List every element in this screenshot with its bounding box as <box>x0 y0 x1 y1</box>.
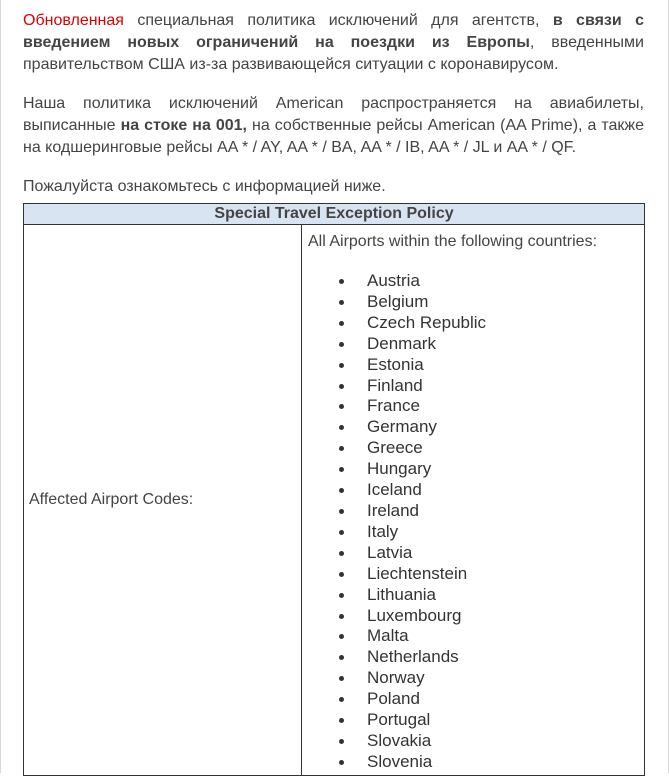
list-item: Austria <box>367 271 638 292</box>
list-item: Slovenia <box>367 752 638 773</box>
table-header-row <box>24 204 645 225</box>
table-row <box>24 225 645 776</box>
intro-p1-bold: в связи с введением новых ограничений на поездки из Европы <box>23 12 644 51</box>
left-border <box>0 0 1 773</box>
list-item: Norway <box>367 668 638 689</box>
intro-p2-bold: на стоке на 001, <box>120 117 247 134</box>
updated-label: Обновленная <box>23 12 124 29</box>
intro-paragraph-2 <box>23 93 644 159</box>
list-item: France <box>367 396 638 417</box>
list-item: Latvia <box>367 543 638 564</box>
row-content <box>302 225 645 776</box>
intro-p1-text-2: , введенными правительством США из-за развивающейся ситуации с коронавирусом. <box>23 34 644 73</box>
countries-intro: All Airports within the following countries: <box>308 233 598 250</box>
list-item: Luxembourg <box>367 606 638 627</box>
list-item: Slovakia <box>367 731 638 752</box>
list-item: Malta <box>367 626 638 647</box>
countries-list <box>308 271 638 773</box>
list-item: Portugal <box>367 710 638 731</box>
list-item: Iceland <box>367 480 638 501</box>
intro-p2-text-2: на собственные рейсы American (AA Prime), а также на кодшеринговые рейсы AA * / AY, AA * / BA, AA * / IB, AA * / JL и AA * / QF. <box>23 117 645 156</box>
list-item: Germany <box>367 417 638 438</box>
intro-paragraph-1 <box>23 10 644 76</box>
intro-text <box>23 10 644 215</box>
list-item: Estonia <box>367 355 638 376</box>
list-item: Finland <box>367 376 638 397</box>
list-item: Lithuania <box>367 585 638 606</box>
intro-p2-text-1: Наша политика исключений American распространяется на авиабилеты, выписанные <box>23 95 644 134</box>
list-item: Poland <box>367 689 638 710</box>
list-item: Greece <box>367 438 638 459</box>
list-item: Italy <box>367 522 638 543</box>
list-item: Belgium <box>367 292 638 313</box>
row-label: Affected Airport Codes: <box>24 225 302 776</box>
list-item: Hungary <box>367 459 638 480</box>
list-item: Ireland <box>367 501 638 522</box>
table-header: Special Travel Exception Policy <box>24 204 645 225</box>
list-item: Czech Republic <box>367 313 638 334</box>
list-item: Liechtenstein <box>367 564 638 585</box>
policy-table <box>23 203 645 776</box>
intro-p1-text-1: специальная политика исключений для агентств, <box>123 12 553 29</box>
list-item: Denmark <box>367 334 638 355</box>
list-item: Netherlands <box>367 647 638 668</box>
intro-paragraph-3: Пожалуйста ознакомьтесь с информацией ниже. <box>23 178 386 195</box>
